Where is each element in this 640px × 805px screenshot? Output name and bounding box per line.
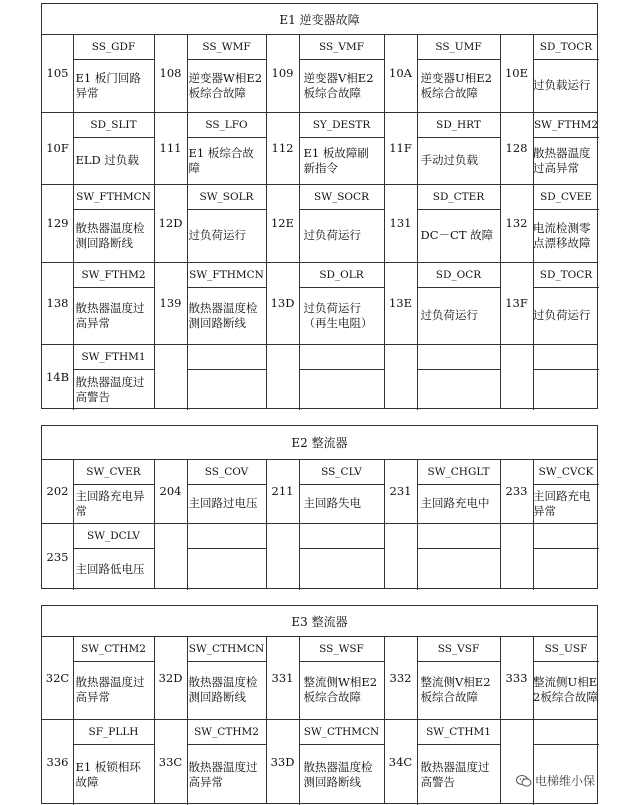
signal-name: SW_CTHMCN: [187, 636, 266, 662]
signal-name: SW_FTHMCN: [187, 262, 266, 288]
fault-description-text: 过负荷运行: [533, 308, 591, 322]
fault-code: 235: [42, 523, 74, 590]
fault-group: [266, 636, 384, 803]
fault-entry: [266, 719, 384, 805]
fault-entry: [384, 344, 500, 410]
fault-group: [384, 34, 500, 408]
fault-code: 108: [154, 34, 188, 112]
section-title: E2 整流器: [42, 426, 597, 460]
fault-code: [384, 344, 418, 410]
fault-entry: [154, 112, 266, 184]
signal-name: SD_TOCR: [533, 34, 599, 60]
fault-code: [154, 344, 188, 410]
fault-description-text: 手动过负载: [420, 153, 478, 167]
signal-name: SD_OCR: [417, 262, 500, 288]
signal-name: [299, 344, 384, 370]
section-2: [41, 425, 598, 589]
fault-group: [266, 34, 384, 408]
watermark-text: 电梯维小保: [535, 774, 596, 788]
fault-entry: [154, 523, 266, 590]
signal-name: [187, 523, 266, 549]
fault-code: 333: [500, 636, 534, 719]
fault-description-text: 逆变器V相E2 板综合故障: [303, 70, 374, 100]
fault-description-text: 整流侧V相E2板综合故障: [420, 675, 491, 704]
signal-name: SW_DCLV: [73, 523, 154, 549]
fault-group: [42, 34, 154, 408]
fault-description-text: ELD 过负载: [75, 153, 139, 167]
fault-description: [417, 59, 500, 112]
signal-name: SS_USF: [533, 636, 599, 662]
fault-description: [533, 137, 599, 184]
signal-name: SD_CTER: [417, 184, 500, 210]
fault-description: [299, 137, 384, 184]
fault-code: 138: [42, 262, 74, 344]
fault-code: 332: [384, 636, 418, 719]
signal-name: SW_SOCR: [299, 184, 384, 210]
fault-description-text: 逆变器W相E2板综合故障: [188, 70, 263, 100]
signal-name: SW_FTHM2: [533, 112, 599, 138]
fault-code: 10A: [384, 34, 418, 112]
wechat-icon: [516, 774, 532, 788]
fault-entry: [384, 459, 500, 523]
fault-description: [73, 369, 154, 410]
fault-code: 202: [42, 459, 74, 523]
fault-group: [154, 34, 266, 408]
fault-description: [187, 209, 266, 262]
fault-group: [266, 459, 384, 588]
signal-name: SS_GDF: [73, 34, 154, 60]
fault-description: [73, 137, 154, 184]
fault-description: [73, 59, 154, 112]
fault-code: 211: [266, 459, 300, 523]
fault-entry: [384, 184, 500, 262]
fault-entry: [154, 459, 266, 523]
signal-name: SS_VMF: [299, 34, 384, 60]
fault-description: [533, 484, 599, 523]
fault-code: [500, 523, 534, 590]
fault-description-text: 主回路充电异常: [533, 488, 591, 518]
fault-entry: [384, 636, 500, 719]
fault-entry: [500, 523, 599, 590]
signal-name: SS_WSF: [299, 636, 384, 662]
fault-group: [500, 34, 599, 408]
fault-description: [187, 744, 266, 805]
fault-description: [187, 287, 266, 344]
fault-group: [384, 459, 500, 588]
fault-description-text: DC－CT 故障: [420, 228, 494, 242]
fault-code: [266, 523, 300, 590]
signal-name: SW_FTHM2: [73, 262, 154, 288]
fault-code: 132: [500, 184, 534, 262]
fault-description: [417, 137, 500, 184]
fault-code: 14B: [42, 344, 74, 410]
fault-code: 336: [42, 719, 74, 805]
fault-description: [533, 59, 599, 112]
signal-name: SW_CHGLT: [417, 459, 500, 485]
fault-entry: [42, 34, 154, 112]
fault-entry: [500, 262, 599, 344]
signal-name: SW_CTHMCN: [299, 719, 384, 745]
fault-code: 128: [500, 112, 534, 184]
fault-code: [266, 344, 300, 410]
fault-description: [417, 209, 500, 262]
signal-name: SW_CVER: [73, 459, 154, 485]
signal-name: SW_CTHM2: [187, 719, 266, 745]
fault-entry: [266, 262, 384, 344]
signal-name: SW_CVCK: [533, 459, 599, 485]
fault-entry: [42, 262, 154, 344]
fault-description: [73, 744, 154, 805]
fault-code: 233: [500, 459, 534, 523]
fault-entry: [42, 344, 154, 410]
fault-description-text: 过负荷运行: [188, 228, 246, 242]
fault-description-text: 散热器温度过高警告: [420, 759, 490, 789]
signal-name: SW_FTHMCN: [73, 184, 154, 210]
fault-entry: [500, 112, 599, 184]
fault-group: [42, 636, 154, 803]
signal-name: SS_COV: [187, 459, 266, 485]
fault-entry: [154, 34, 266, 112]
fault-description: [417, 287, 500, 344]
fault-description-text: 逆变器U相E2板综合故障: [420, 70, 492, 100]
fault-description: [299, 369, 384, 410]
fault-description: [187, 137, 266, 184]
fault-code: 12E: [266, 184, 300, 262]
fault-description: [533, 287, 599, 344]
signal-name: SW_FTHM1: [73, 344, 154, 370]
fault-entry: [42, 523, 154, 590]
fault-entry: [266, 112, 384, 184]
fault-entry: [42, 719, 154, 805]
fault-code: [500, 719, 534, 805]
fault-group: [500, 459, 599, 588]
fault-description: [187, 548, 266, 590]
fault-entry: [384, 523, 500, 590]
fault-description-text: 散热器温度检测回路断线: [188, 675, 258, 704]
fault-description: [299, 484, 384, 523]
fault-description-text: 散热器温度检测回路断线: [188, 300, 258, 330]
fault-description-text: 散热器温度检测回路断线: [75, 220, 145, 250]
fault-code: 105: [42, 34, 74, 112]
fault-description: [187, 661, 266, 719]
signal-name: SD_HRT: [417, 112, 500, 138]
fault-description-text: 电流检测零点漂移故障: [533, 220, 591, 250]
fault-code: 109: [266, 34, 300, 112]
fault-description-text: 散热器温度检测回路断线: [303, 759, 373, 789]
fault-description-text: 过负荷运行（再生电阻）: [303, 300, 373, 330]
fault-code: [384, 523, 418, 590]
signal-name: SD_TOCR: [533, 262, 599, 288]
fault-code: 11F: [384, 112, 418, 184]
section-title: E1 逆变器故障: [42, 4, 597, 35]
fault-description-text: E1 板综合故障: [188, 145, 254, 175]
fault-entry: [42, 459, 154, 523]
fault-entry: [384, 262, 500, 344]
fault-description-text: E1 板门回路异常: [75, 70, 141, 100]
signal-name: [299, 523, 384, 549]
fault-entry: [266, 34, 384, 112]
fault-description: [299, 744, 384, 805]
fault-entry: [42, 184, 154, 262]
fault-description-text: 散热器温度过高异常: [75, 675, 145, 704]
fault-code: 204: [154, 459, 188, 523]
fault-description-text: 主回路低电压: [75, 561, 145, 576]
signal-name: SY_DESTR: [299, 112, 384, 138]
signal-name: SD_OLR: [299, 262, 384, 288]
fault-description-text: 过负荷运行: [303, 228, 361, 242]
fault-group: [42, 459, 154, 588]
fault-entry: [154, 636, 266, 719]
fault-code: 34C: [384, 719, 418, 805]
fault-entry: [154, 344, 266, 410]
fault-entry: [384, 112, 500, 184]
fault-code: 32C: [42, 636, 74, 719]
fault-description: [73, 287, 154, 344]
fault-entry: [154, 262, 266, 344]
signal-name: SW_CTHM1: [417, 719, 500, 745]
fault-description-text: 主回路充电异常: [75, 488, 145, 518]
fault-entry: [384, 34, 500, 112]
fault-description: [299, 287, 384, 344]
fault-description-text: 主回路充电中: [420, 496, 490, 510]
fault-description-text: 整流侧W相E2板综合故障: [303, 675, 378, 704]
fault-code: [500, 344, 534, 410]
fault-entry: [500, 184, 599, 262]
fault-description: [299, 661, 384, 719]
fault-description: [187, 484, 266, 523]
signal-name: [417, 523, 500, 549]
fault-description: [187, 59, 266, 112]
fault-description-text: E1 板故障刷新指令: [303, 145, 369, 175]
section-title: E3 整流器: [42, 606, 597, 637]
fault-entry: [500, 636, 599, 719]
fault-description-text: 主回路失电: [303, 496, 361, 510]
fault-description-text: 散热器温度过高异常: [188, 759, 258, 789]
signal-name: [533, 344, 599, 370]
fault-description: [533, 548, 599, 590]
fault-description-text: 整流侧U相E2板综合故障: [533, 675, 598, 704]
fault-code: 33D: [266, 719, 300, 805]
section-1: [41, 3, 598, 409]
fault-description: [187, 369, 266, 410]
fault-code: 10F: [42, 112, 74, 184]
fault-entry: [154, 719, 266, 805]
fault-description-text: 散热器温度过高异常: [533, 145, 591, 175]
fault-entry: [42, 112, 154, 184]
fault-description-text: 散热器温度过高警告: [75, 374, 145, 404]
fault-entry: [266, 636, 384, 719]
signal-name: [533, 719, 599, 745]
signal-name: SS_LFO: [187, 112, 266, 138]
fault-code: 13D: [266, 262, 300, 344]
signal-name: SS_UMF: [417, 34, 500, 60]
signal-name: SS_CLV: [299, 459, 384, 485]
fault-entry: [266, 184, 384, 262]
fault-code: 231: [384, 459, 418, 523]
fault-entry: [42, 636, 154, 719]
signal-name: SS_WMF: [187, 34, 266, 60]
fault-description-text: 主回路过电压: [188, 496, 258, 510]
fault-description: [417, 548, 500, 590]
fault-description: [533, 209, 599, 262]
fault-code: 12D: [154, 184, 188, 262]
fault-group: [154, 636, 266, 803]
fault-code: 331: [266, 636, 300, 719]
fault-description: [417, 661, 500, 719]
signal-name: SD_CVEE: [533, 184, 599, 210]
fault-description: [73, 661, 154, 719]
signal-name: SW_CTHM2: [73, 636, 154, 662]
fault-description: [417, 744, 500, 805]
fault-entry: [500, 719, 599, 805]
fault-description: [417, 484, 500, 523]
fault-description-text: E1 板锁相环故障: [75, 759, 141, 789]
fault-description: [533, 369, 599, 410]
fault-code: 33C: [154, 719, 188, 805]
fault-code: 32D: [154, 636, 188, 719]
watermark: [516, 772, 595, 789]
signal-name: SD_SLIT: [73, 112, 154, 138]
fault-code: 10E: [500, 34, 534, 112]
section-3: [41, 605, 598, 804]
signal-name: SW_SOLR: [187, 184, 266, 210]
fault-group: [154, 459, 266, 588]
fault-entry: [266, 459, 384, 523]
fault-entry: [154, 184, 266, 262]
fault-code: 139: [154, 262, 188, 344]
fault-entry: [266, 523, 384, 590]
fault-description: [73, 548, 154, 590]
fault-description: [533, 661, 599, 719]
fault-description: [417, 369, 500, 410]
fault-code: 13E: [384, 262, 418, 344]
fault-entry: [500, 344, 599, 410]
fault-entry: [500, 459, 599, 523]
fault-description: [299, 59, 384, 112]
fault-entry: [500, 34, 599, 112]
fault-description-text: 过负载运行: [533, 78, 591, 92]
signal-name: [417, 344, 500, 370]
fault-entry: [384, 719, 500, 805]
fault-description: [73, 209, 154, 262]
signal-name: SS_VSF: [417, 636, 500, 662]
signal-name: [533, 523, 599, 549]
fault-code: [154, 523, 188, 590]
fault-entry: [266, 344, 384, 410]
fault-description-text: 散热器温度过高异常: [75, 300, 145, 330]
fault-code: 131: [384, 184, 418, 262]
fault-description: [73, 484, 154, 523]
fault-code: 129: [42, 184, 74, 262]
fault-group: [384, 636, 500, 803]
signal-name: SF_PLLH: [73, 719, 154, 745]
fault-code: 13F: [500, 262, 534, 344]
fault-description-text: 过负荷运行: [420, 308, 478, 322]
signal-name: [187, 344, 266, 370]
fault-code: 112: [266, 112, 300, 184]
fault-code: 111: [154, 112, 188, 184]
fault-description: [299, 209, 384, 262]
fault-description: [299, 548, 384, 590]
